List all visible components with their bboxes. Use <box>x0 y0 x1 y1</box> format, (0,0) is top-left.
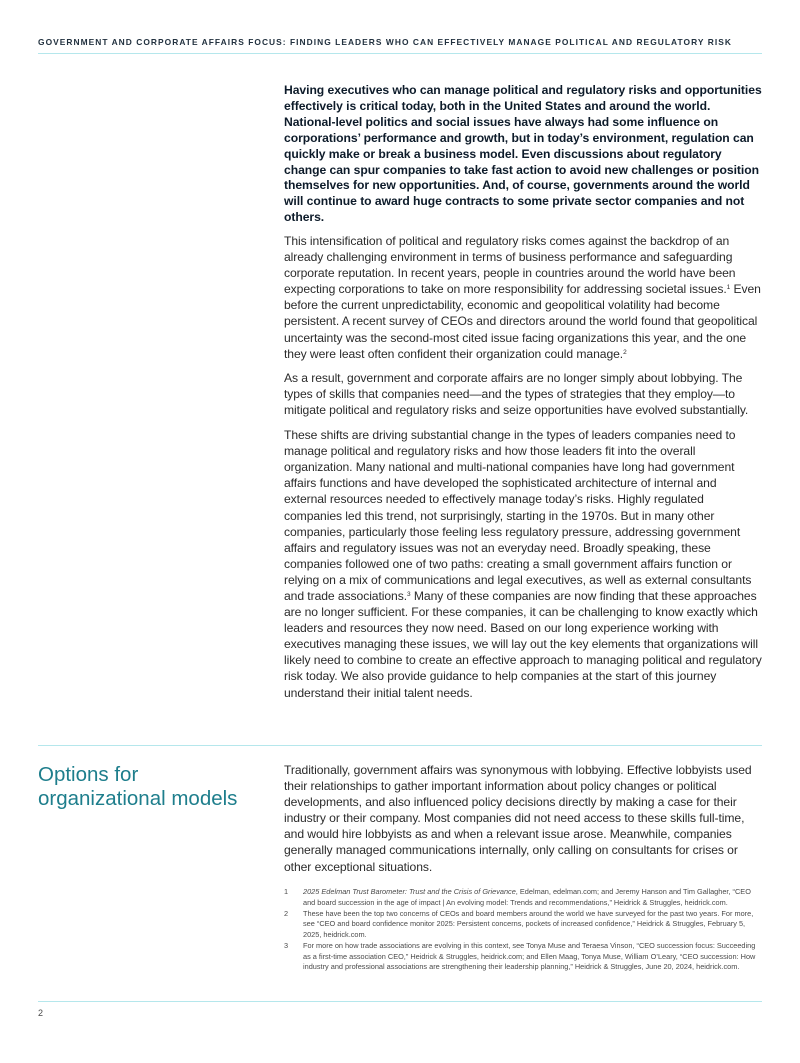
footnote-2: 2 These have been the top two concerns of CEOs and board members around the world we have surveyed for the past two years. For more, see “CEO and board confidence monitor 2025: Persistent concerns, pockets of increased confidence,” Heidrick & Struggles, February 5, 2025, heidrick.com. <box>284 908 754 939</box>
body-paragraph-3: These shifts are driving substantial change in the types of leaders companies need to manage political and regulatory risks and how those leaders fit into the overall organization. Many national and multi-national companies have long had government affairs functions and have developed the sophisticated architecture of internal and external resources needed to effectively manage today’s risks. Highly regulated companies led this trend, not surprisingly, starting in the 1970s. But in many other companies, particularly those feeling less regulatory pressure, addressing government affairs and regulatory issues was not an everyday need. Broadly speaking, these companies followed one of two paths: creating a small government affairs function or relying on a mix of communications and legal executives, as well as external consultants and trade associations.$^3$ Many of these companies are now finding that these approaches are no longer sufficient. For these companies, it can be challenging to know exactly which leaders and resources they now need. Based on our long experience working with executives managing these issues, we will lay out the key elements that organizations will likely need to combine to create an effective approach to managing political and regulatory risk today. We also provide guidance to help companies at the start of this journey understand their initial talent needs. <box>284 428 762 700</box>
footnote-ref-1[interactable]: 1 <box>726 284 731 292</box>
body-text <box>284 233 762 709</box>
header-divider <box>38 53 762 54</box>
body-paragraph-2: As a result, government and corporate affairs are no longer simply about lobbying. The types of skills that companies need—and the types of strategies that they employ—to mitigate political and regulatory risks and seize opportunities have evolved substantially. <box>284 371 749 418</box>
footnotes <box>284 887 758 973</box>
intro-paragraph: Having executives who can manage political and regulatory risks and opportunities effectively is critical today, both in the United States and around the world. National-level politics and social issues have always had some influence on corporations’ performance and growth, but in today’s environment, regulation can quickly make or break a business model. Even discussions about regulatory change can spur companies to take fast action to avoid new challenges or position themselves for new opportunities. And, of course, governments around the world will continue to award huge contracts to some private sector companies and not others. <box>284 83 762 225</box>
footnote-ref-3[interactable]: 3 <box>407 590 411 598</box>
body-paragraph-1: This intensification of political and regulatory risks comes against the backdrop of an already challenging environment in terms of business performance and safeguarding corporate reputation. In recent years, people in countries around the world have been expecting corporations to take on more responsibility for addressing societal issues.$^1$ Even before the current unpredictability, economic and geopolitical volatility had become persistent. A recent survey of CEOs and directors around the world found that geopolitical uncertainty was the second-most cited issue facing organizations this year, and the one they were least often confident their organization could manage.$^2$ <box>284 234 761 361</box>
section-paragraph: Traditionally, government affairs was synonymous with lobbying. Effective lobbyists used their relationships to gather important information about policy changes or political developments, and also influenced policy decisions directly by making a case for their industry or their company. Most companies did not need access to these skills full-time, and would hire lobbyists as and when a relevant issue arose. Meanwhile, companies generally managed communications internally, only calling on consultants for crises or other exceptional situations. <box>284 763 752 874</box>
footer-divider <box>38 1001 762 1002</box>
section-divider <box>38 745 762 746</box>
footnote-1: 1 2025 Edelman Trust Barometer: Trust and the Crisis of Grievance, Edelman, edelman.com; and Jeremy Hanson and Tim Gallagher, “CEO and board succession in the age of impact | An evolving model: Trends and recommendations,” Heidrick & Struggles, heidrick.com. <box>284 887 751 907</box>
page-number: 2 <box>38 1008 44 1018</box>
footnote-3: 3 For more on how trade associations are evolving in this context, see Tonya Muse and Teraesa Vinson, “CEO succession focus: Succeeding as a first-time association CEO,” Heidrick & Struggles, heidrick.com; and Ellen Maag, Tonya Muse, William O’Leary, “CEO succession: How industry and professional associations are strengthening their leadership planning,” Heidrick & Struggles, June 20, 2024, heidrick.com. <box>284 940 756 972</box>
running-header: GOVERNMENT AND CORPORATE AFFAIRS FOCUS: FINDING LEADERS WHO CAN EFFECTIVELY MANAGE POLITICAL AND REGULATORY RISK <box>38 37 732 47</box>
section-title: Options for organizational models <box>38 763 238 810</box>
footnote-ref-2[interactable]: 2 <box>623 348 627 356</box>
section-body <box>284 762 762 883</box>
